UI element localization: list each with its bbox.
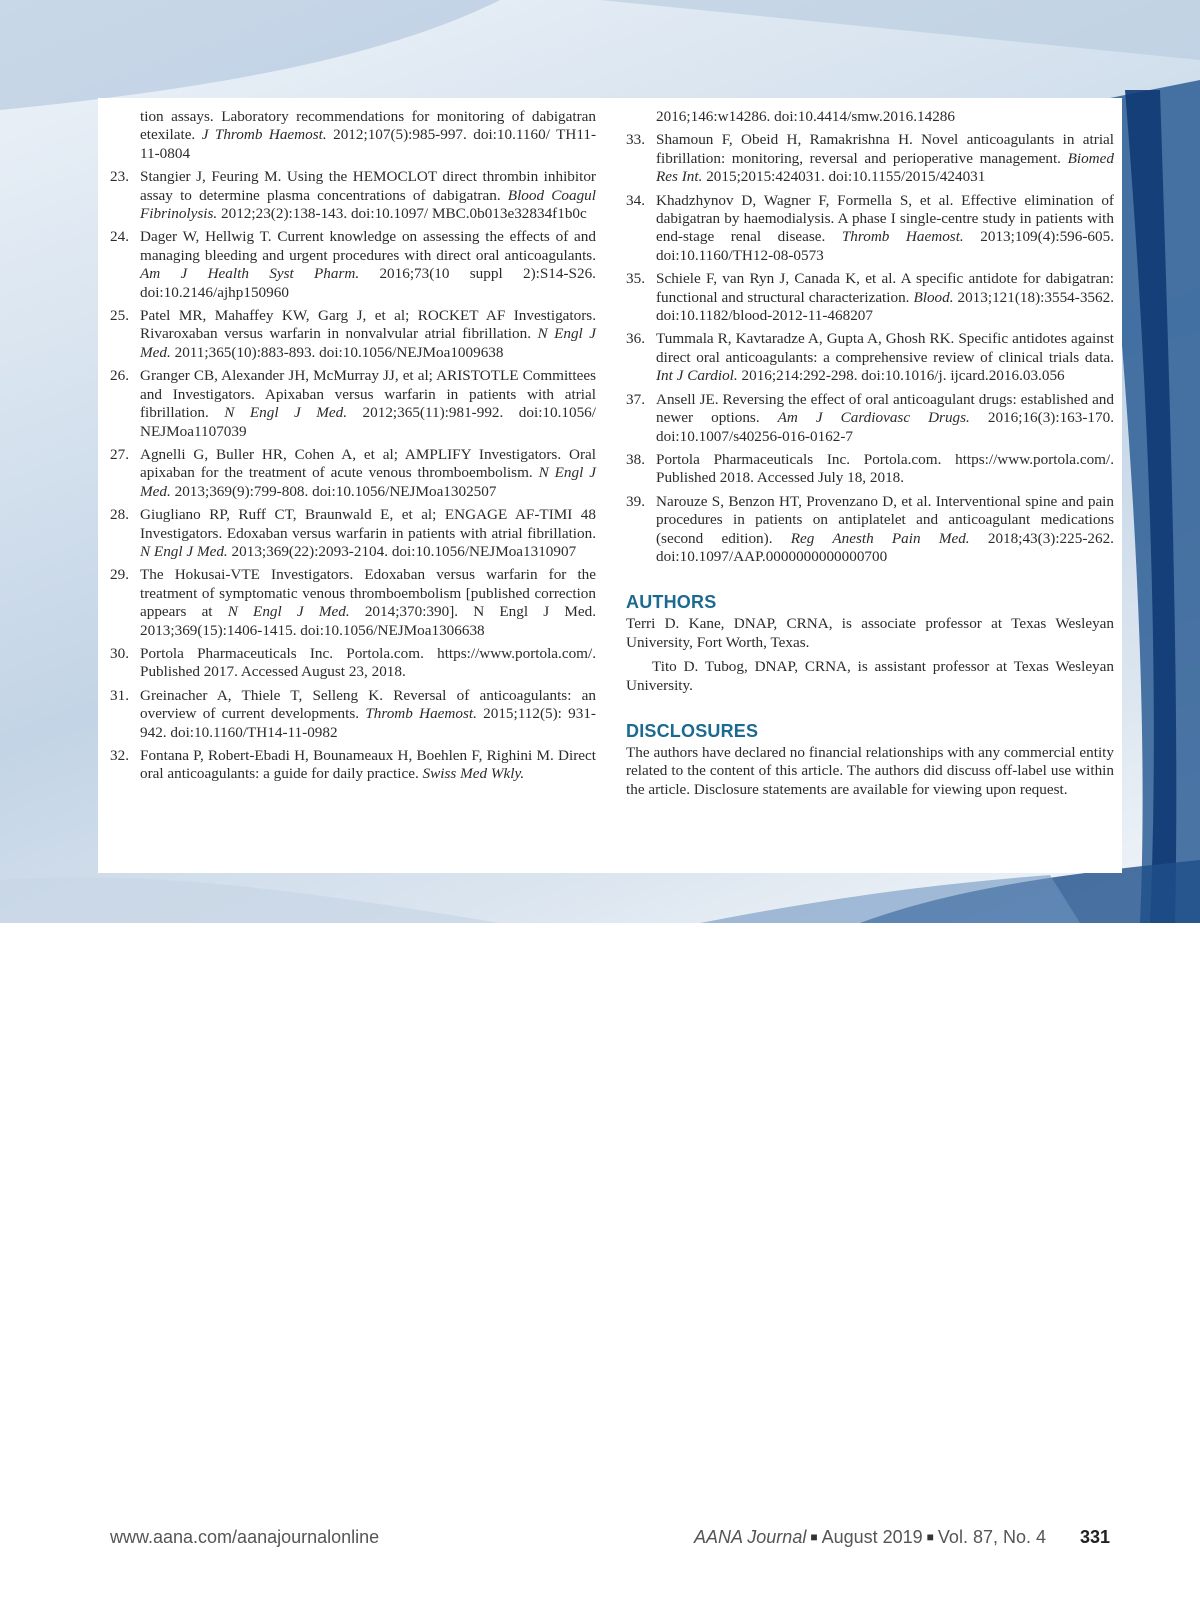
footer-journal-name: AANA Journal xyxy=(693,1527,807,1547)
reference-journal: Reg Anesth Pain Med. xyxy=(790,529,970,547)
reference-continuation xyxy=(110,108,596,163)
left-column xyxy=(110,108,596,789)
disclosures-text: The authors have declared no financial relationships with any commercial entity related to the content of this article. The authors did discuss off-label use within the article. Disclosure statements are available for viewing upon request. xyxy=(626,743,1114,798)
reference-citation: 2011;365(10):883-893. doi:10.1056/NEJMoa1009638 xyxy=(170,343,504,361)
reference-citation: 2013;121(18):3554-3562. doi:10.1182/blood-2012-11-468207 xyxy=(656,288,1114,325)
reference-journal: Am J Cardiovasc Drugs. xyxy=(777,409,970,427)
reference-number: 25. xyxy=(110,307,129,325)
reference-item xyxy=(110,307,596,362)
reference-citation: 2016;16(3):163-170. doi:10.1007/s40256-016-0162-7 xyxy=(656,409,1114,445)
reference-item xyxy=(110,506,596,561)
reference-journal: N Engl J Med. xyxy=(140,542,228,560)
content-panel xyxy=(98,98,1122,873)
reference-item xyxy=(626,391,1114,446)
authors-heading: AUTHORS xyxy=(626,592,717,613)
reference-text: The Hokusai-VTE Investigators. Edoxaban versus warfarin for the treatment of symptomatic venous thromboembolism [published correction appears at xyxy=(140,566,596,621)
reference-journal: N Engl J Med. xyxy=(224,404,348,422)
footer-separator-icon: ■ xyxy=(926,1530,934,1544)
reference-journal: Thromb Haemost. xyxy=(365,705,477,723)
author-bio-2: Tito D. Tubog, DNAP, CRNA, is assistant professor at Texas Wesleyan University. xyxy=(626,658,1114,694)
reference-item xyxy=(626,131,1114,186)
reference-list-right xyxy=(626,108,1114,566)
reference-journal: Blood Coagul Fibrinolysis. xyxy=(140,186,596,223)
reference-number: 28. xyxy=(110,506,129,524)
reference-text: Khadzhynov D, Wagner F, Formella S, et al. Effective elimination of dabigatran by haemodialysis. A phase I single-centre study in patients with end-stage renal disease. xyxy=(656,191,1114,246)
reference-citation: 2013;369(22):2093-2104. doi:10.1056/NEJMoa1310907 xyxy=(227,542,577,560)
reference-item xyxy=(110,747,596,784)
reference-journal: J Thromb Haemost. xyxy=(201,126,327,144)
reference-number: 30. xyxy=(110,644,129,662)
reference-journal: N Engl J Med. xyxy=(227,603,350,621)
reference-journal: Thromb Haemost. xyxy=(841,228,964,246)
footer-volume: Vol. 87, No. 4 xyxy=(937,1527,1046,1547)
reference-text: 2016;146:w14286. doi:10.4414/smw.2016.14286 xyxy=(656,108,955,125)
reference-text: Patel MR, Mahaffey KW, Garg J, et al; ROCKET AF Investigators. Rivaroxaban versus warfarin in nonvalvular atrial fibrillation. xyxy=(140,307,596,343)
reference-item xyxy=(626,192,1114,266)
reference-text: Narouze S, Benzon HT, Provenzano D, et al. Interventional spine and pain procedures in patients on antiplatelet and anticoagulant medications (second edition). xyxy=(656,492,1114,547)
reference-item xyxy=(110,168,596,223)
reference-item xyxy=(626,330,1114,385)
reference-citation: 2012;365(11):981-992. doi:10.1056/ NEJMoa1107039 xyxy=(140,404,596,440)
reference-text: Fontana P, Robert-Ebadi H, Bounameaux H, Boehlen F, Righini M. Direct oral anticoagulants: a guide for daily practice. xyxy=(140,747,596,783)
author-bio-1: Terri D. Kane, DNAP, CRNA, is associate professor at Texas Wesleyan University, Fort Worth, Texas. xyxy=(626,615,1114,651)
reference-text: Stangier J, Feuring M. Using the HEMOCLOT direct thrombin inhibitor assay to determine plasma concentrations of dabigatran. xyxy=(140,168,596,204)
reference-journal: Blood. xyxy=(913,288,954,306)
reference-citation: 2016;73(10 suppl 2):S14-S26. doi:10.2146/ajhp150960 xyxy=(140,265,596,301)
reference-number: 37. xyxy=(626,390,645,408)
disclosures-heading: DISCLOSURES xyxy=(626,720,759,741)
reference-text: Portola Pharmaceuticals Inc. Portola.com. https://www.portola.com/. Published 2018. Accessed July 18, 2018. xyxy=(656,450,1114,487)
footer-separator-icon: ■ xyxy=(810,1530,818,1544)
reference-citation: 2013;109(4):596-605. doi:10.1160/TH12-08-0573 xyxy=(656,228,1114,264)
reference-number: 39. xyxy=(626,492,645,510)
reference-journal: Am J Health Syst Pharm. xyxy=(140,265,360,283)
reference-number: 38. xyxy=(626,450,645,468)
reference-text: Agnelli G, Buller HR, Cohen A, et al; AMPLIFY Investigators. Oral apixaban for the treatment of acute venous thromboembolism. xyxy=(140,445,596,482)
reference-item xyxy=(110,367,596,441)
reference-text: Dager W, Hellwig T. Current knowledge on assessing the effects of and managing bleeding and urgent procedures with direct oral anticoagulants. xyxy=(140,228,596,264)
reference-text: Ansell JE. Reversing the effect of oral anticoagulant drugs: established and newer options. xyxy=(656,390,1114,427)
reference-citation: 2018;43(3):225-262. doi:10.1097/AAP.0000000000000700 xyxy=(656,529,1114,565)
reference-text: Schiele F, van Ryn J, Canada K, et al. A specific antidote for dabigatran: functional and structural characterization. xyxy=(656,270,1114,306)
right-column xyxy=(626,108,1114,805)
reference-citation: 2012;23(2):138-143. doi:10.1097/ MBC.0b013e32834f1b0c xyxy=(217,205,587,223)
reference-citation: 2015;2015:424031. doi:10.1155/2015/424031 xyxy=(702,168,986,186)
page-number: 331 xyxy=(1079,1527,1110,1547)
reference-journal: Biomed Res Int. xyxy=(656,149,1114,186)
reference-item xyxy=(110,446,596,501)
reference-citation: 2016;214:292-298. doi:10.1016/j. ijcard.2016.03.056 xyxy=(737,367,1065,385)
reference-citation: 2015;112(5): 931-942. doi:10.1160/TH14-11-0982 xyxy=(140,705,596,741)
reference-citation: 2014;370:390]. N Engl J Med. 2013;369(15):1406-1415. doi:10.1056/NEJMoa1306638 xyxy=(140,603,596,639)
reference-number: 34. xyxy=(626,191,645,209)
reference-text: Giugliano RP, Ruff CT, Braunwald E, et al; ENGAGE AF-TIMI 48 Investigators. Edoxaban versus warfarin in patients with atrial fibrillation. xyxy=(140,506,596,542)
footer-date: August 2019 xyxy=(821,1527,923,1547)
reference-text: tion assays. Laboratory recommendations for monitoring of dabigatran etexilate. xyxy=(140,108,596,144)
reference-citation: 2013;369(9):799-808. doi:10.1056/NEJMoa1302507 xyxy=(170,482,497,500)
reference-item xyxy=(626,451,1114,488)
reference-number: 23. xyxy=(110,168,129,186)
reference-number: 36. xyxy=(626,330,645,348)
reference-number: 32. xyxy=(110,747,129,764)
reference-number: 24. xyxy=(110,228,129,246)
reference-number: 33. xyxy=(626,131,645,149)
reference-journal: N Engl J Med. xyxy=(140,325,596,361)
reference-item xyxy=(626,493,1114,567)
reference-number: 27. xyxy=(110,445,129,463)
reference-journal: N Engl J Med. xyxy=(140,464,596,500)
page-footer xyxy=(110,1527,1110,1553)
footer-journal-info xyxy=(694,1527,1046,1548)
reference-number: 26. xyxy=(110,367,129,385)
reference-item xyxy=(110,687,596,742)
reference-number: 29. xyxy=(110,566,129,584)
reference-list-left xyxy=(110,108,596,784)
reference-number: 35. xyxy=(626,270,645,288)
reference-item xyxy=(110,228,596,302)
reference-continuation xyxy=(626,108,1114,126)
reference-text: Tummala R, Kavtaradze A, Gupta A, Ghosh RK. Specific antidotes against direct oral anticoagulants: a comprehensive review of clinical trials data. xyxy=(656,330,1114,366)
reference-citation: 2012;107(5):985-997. doi:10.1160/ TH11-11-0804 xyxy=(140,126,597,162)
reference-text: Granger CB, Alexander JH, McMurray JJ, et al; ARISTOTLE Committees and Investigators. Apixaban versus warfarin in patients with atrial fibrillation. xyxy=(140,367,596,422)
reference-item xyxy=(110,566,596,640)
reference-item xyxy=(626,270,1114,325)
reference-journal: Int J Cardiol. xyxy=(656,367,738,385)
reference-text: Portola Pharmaceuticals Inc. Portola.com. https://www.portola.com/. Published 2017. Accessed August 23, 2018. xyxy=(140,644,596,681)
reference-number: 31. xyxy=(110,686,129,704)
reference-text: Shamoun F, Obeid H, Ramakrishna H. Novel anticoagulants in atrial fibrillation: monitoring, reversal and perioperative management. xyxy=(656,131,1114,167)
reference-item xyxy=(110,645,596,682)
footer-url[interactable]: www.aana.com/aanajournalonline xyxy=(110,1527,380,1547)
reference-journal: Swiss Med Wkly. xyxy=(422,765,525,783)
reference-text: Greinacher A, Thiele T, Selleng K. Reversal of anticoagulants: an overview of current developments. xyxy=(140,686,596,723)
